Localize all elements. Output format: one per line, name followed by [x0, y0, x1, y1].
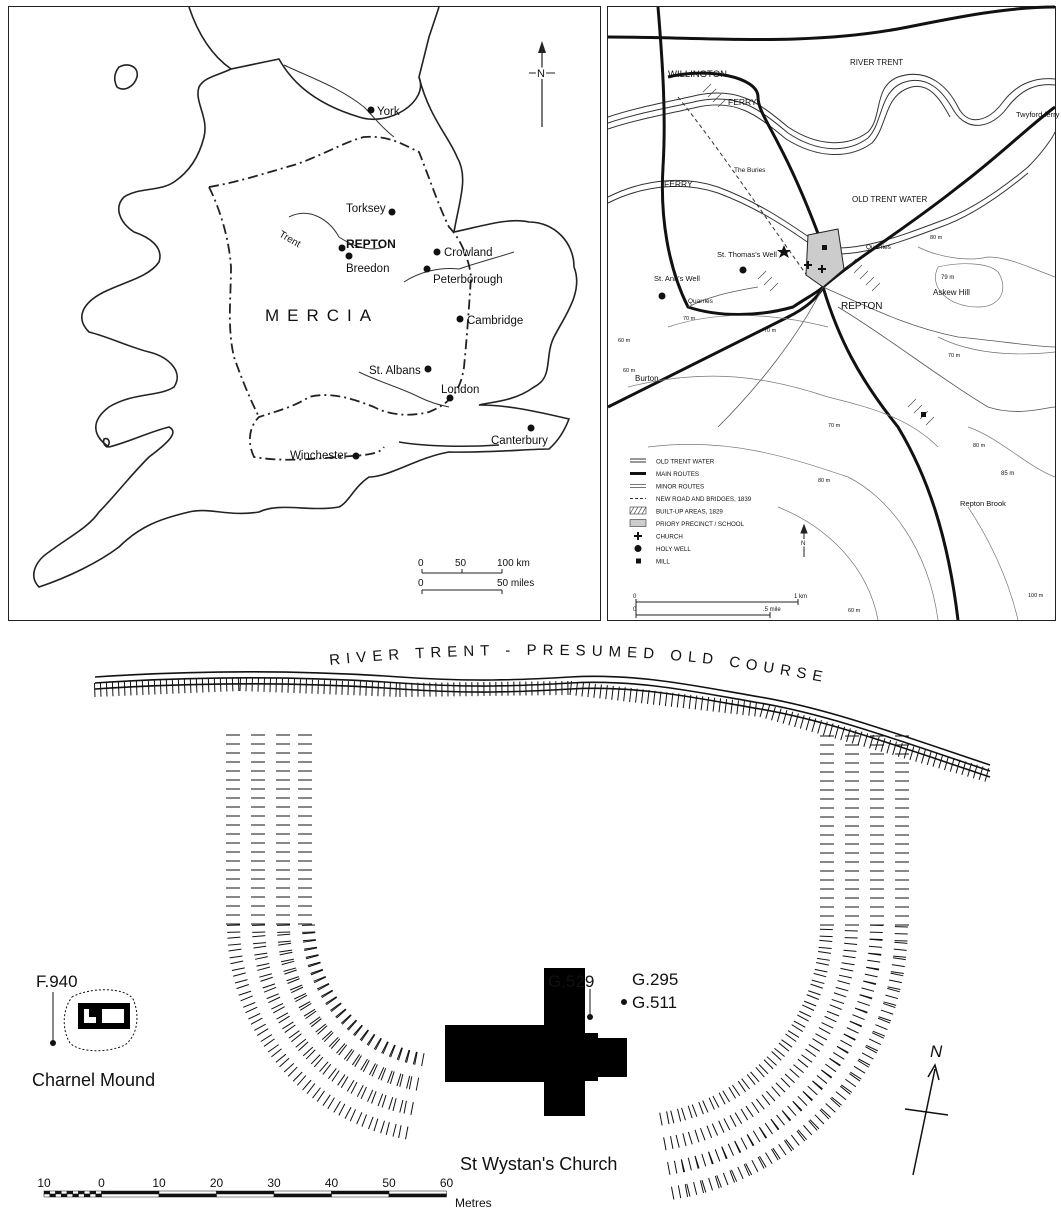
- scale-km-50: 50: [455, 558, 467, 569]
- place-label: Torksey: [346, 203, 386, 215]
- scale-segment: [90, 1191, 96, 1194]
- contour-label: 60 m: [623, 368, 636, 374]
- legend-symbol: [630, 485, 646, 488]
- main-routes: [608, 7, 1055, 620]
- scale-segment: [90, 1194, 96, 1197]
- scale-unit: Metres: [455, 1196, 492, 1210]
- scale-segment: [389, 1191, 447, 1194]
- mill-icon: [822, 245, 827, 250]
- label-st-thomas: St. Thomas's Well: [717, 250, 777, 259]
- contour-label: 60 m: [618, 338, 631, 344]
- river-channel: [95, 672, 990, 777]
- place-label: Peterborough: [433, 274, 503, 286]
- legend-label: NEW ROAD AND BRIDGES, 1839: [656, 496, 752, 503]
- place-label: Canterbury: [491, 435, 548, 447]
- north-arrow: [905, 1065, 948, 1175]
- contour-label: 60 m: [848, 608, 861, 614]
- contour-label: 70 m: [764, 328, 777, 334]
- scale-segment: [332, 1191, 390, 1194]
- scale-segment: [67, 1191, 73, 1194]
- label-repton-brook: Repton Brook: [960, 499, 1006, 508]
- scale-bar: [44, 1191, 447, 1197]
- scale-segment: [50, 1194, 56, 1197]
- legend-label: HOLY WELL: [656, 546, 691, 553]
- label-twyford: Twyford ferry: [1016, 110, 1060, 119]
- contour-label: 80 m: [973, 443, 986, 449]
- scale-km-100: 100 km: [497, 558, 530, 569]
- label-burton: Burton: [635, 374, 659, 383]
- river-label-text: RIVER TRENT - PRESUMED OLD COURSE: [328, 641, 830, 687]
- contour-label: 80 m: [818, 478, 831, 484]
- place-marker: [368, 107, 375, 114]
- charnel-structure: [78, 1003, 130, 1029]
- label-ferry-west: FERRY: [664, 179, 693, 189]
- scale-tick-label: 10: [152, 1176, 166, 1190]
- mercia-boundary: [209, 137, 471, 460]
- holy-well-icon: [740, 267, 747, 274]
- place-marker: [528, 425, 535, 432]
- mercia-map-panel: [8, 6, 601, 621]
- scale-segment: [389, 1194, 447, 1197]
- place-marker: [425, 366, 432, 373]
- label-willington: WILLINGTON: [668, 69, 727, 80]
- label-g295: G.295: [632, 970, 679, 989]
- scale-tick-label: 30: [267, 1176, 281, 1190]
- scale-bars: [422, 569, 502, 594]
- legend: [630, 459, 752, 566]
- scale-segment: [274, 1191, 332, 1194]
- repton-map-panel: [607, 6, 1060, 621]
- scale-segment: [96, 1194, 102, 1197]
- place-marker: [457, 316, 464, 323]
- place-marker: [339, 245, 346, 252]
- legend-label: MINOR ROUTES: [656, 483, 705, 491]
- church-plan: [445, 968, 627, 1116]
- scale-segment: [50, 1191, 56, 1194]
- legend-symbol: [635, 545, 642, 552]
- mill-icon: [921, 412, 926, 417]
- repton-map: [608, 7, 1060, 620]
- scale-segment: [217, 1194, 275, 1197]
- scale-segment: [102, 1191, 160, 1194]
- spot-height: 85 m: [1001, 471, 1015, 477]
- label-old-trent: OLD TRENT WATER: [852, 195, 928, 204]
- priory-precinct: [806, 229, 844, 287]
- scale-segment: [84, 1194, 90, 1197]
- g511-marker: [621, 999, 627, 1005]
- scale-segment: [79, 1191, 85, 1194]
- scale-km-0: 0: [418, 558, 424, 569]
- label-charnel-mound: Charnel Mound: [32, 1070, 156, 1090]
- legend-label: MILL: [656, 558, 670, 566]
- scale-segment: [44, 1191, 50, 1194]
- scale-labels: [37, 1176, 453, 1190]
- contour-label: 100 m: [1028, 593, 1044, 599]
- legend-symbol: [630, 520, 646, 527]
- scale-mile-0: 0: [633, 607, 637, 613]
- star-icon: [777, 245, 791, 258]
- site-plan: [0, 625, 1061, 1231]
- place-label: London: [441, 384, 480, 396]
- ditch-hachures: [94, 677, 988, 1200]
- place-label: REPTON: [346, 237, 396, 251]
- scale-tick-label: 50: [382, 1176, 396, 1190]
- label-church: St Wystan's Church: [460, 1154, 618, 1174]
- north-label: N: [537, 68, 545, 80]
- scale-segment: [73, 1191, 79, 1194]
- legend-label: MAIN ROUTES: [656, 471, 699, 478]
- label-buries: The Buries: [734, 167, 766, 174]
- scale-tick-label: 0: [98, 1176, 105, 1190]
- scale-segment: [44, 1194, 50, 1197]
- river-label-trent: Trent: [276, 229, 303, 251]
- label-f940: F.940: [36, 972, 78, 991]
- north-label: N: [801, 541, 806, 547]
- contour-label: 70 m: [683, 316, 696, 322]
- place-marker: [424, 266, 431, 273]
- f940-marker: [50, 1040, 56, 1046]
- north-arrow: [529, 41, 555, 127]
- scale-segment: [84, 1191, 90, 1194]
- scale-segment: [79, 1194, 85, 1197]
- scale-segment: [332, 1194, 390, 1197]
- contour-label: 70 m: [828, 423, 841, 429]
- label-g529: G.529: [548, 972, 595, 991]
- coastline: [34, 7, 577, 587]
- legend-symbol: [636, 559, 641, 564]
- label-st-ann: St. Ann's Well: [654, 274, 700, 283]
- scale-km-0: 0: [633, 594, 637, 600]
- scale-tick-label: 10: [37, 1176, 51, 1190]
- scale-km-1: 1 km: [794, 594, 808, 600]
- label-river-trent: RIVER TRENT: [850, 58, 904, 67]
- legend-symbol: [630, 459, 646, 462]
- legend-label: BUILT-UP AREAS, 1829: [656, 508, 723, 516]
- legend-label: CHURCH: [656, 533, 683, 541]
- scale-segment: [56, 1191, 62, 1194]
- place-label: Cambridge: [467, 315, 524, 327]
- river-label: [329, 642, 830, 687]
- contour-label: 80 m: [930, 235, 943, 241]
- scale-segment: [67, 1194, 73, 1197]
- north-label: N: [930, 1042, 943, 1061]
- place-label: York: [377, 106, 400, 118]
- scale-segment: [96, 1191, 102, 1194]
- scale-tick-label: 40: [324, 1176, 339, 1190]
- legend-label: PRIORY PRECINCT / SCHOOL: [656, 521, 745, 528]
- contour-label: 70 m: [948, 353, 961, 359]
- scale-mile-half: .5 mile: [763, 607, 781, 613]
- scale-tick-label: 20: [209, 1176, 224, 1190]
- place-markers: [290, 106, 548, 462]
- mercia-region-label: MERCIA: [265, 306, 380, 325]
- place-marker: [346, 253, 353, 260]
- scale-mi-50: 50 miles: [497, 578, 535, 589]
- scale-segment: [159, 1194, 217, 1197]
- label-ferry-north: FERRY: [728, 97, 757, 107]
- legend-symbol: [634, 532, 642, 540]
- scale-tick-label: 60: [439, 1176, 454, 1190]
- label-quarries-east: Quarries: [866, 244, 891, 251]
- scale-segment: [61, 1194, 67, 1197]
- river-trent: [608, 74, 1055, 154]
- place-label: Crowland: [444, 247, 493, 259]
- scale-segment: [274, 1194, 332, 1197]
- scale-segment: [217, 1191, 275, 1194]
- place-marker: [353, 453, 360, 460]
- label-askew: Askew Hill: [933, 288, 970, 297]
- place-label: Breedon: [346, 263, 390, 275]
- scale-segment: [56, 1194, 62, 1197]
- label-repton: REPTON: [841, 301, 883, 312]
- scale-segment: [102, 1194, 160, 1197]
- label-quarries-west: Quarries: [688, 298, 713, 305]
- scale-segment: [73, 1194, 79, 1197]
- place-label: Winchester: [290, 450, 348, 462]
- label-g511: G.511: [632, 993, 678, 1012]
- scale-mi-0: 0: [418, 578, 424, 589]
- g529-marker: [587, 1014, 593, 1020]
- place-marker: [389, 209, 396, 216]
- scale-segment: [61, 1191, 67, 1194]
- holy-well-icon: [659, 293, 666, 300]
- legend-label: OLD TRENT WATER: [656, 458, 715, 466]
- place-marker: [434, 249, 441, 256]
- legend-symbol: [630, 507, 646, 514]
- mercia-map: [9, 7, 600, 620]
- spot-height: 79 m: [941, 275, 955, 281]
- scale-segment: [159, 1191, 217, 1194]
- place-label: St. Albans: [369, 365, 421, 377]
